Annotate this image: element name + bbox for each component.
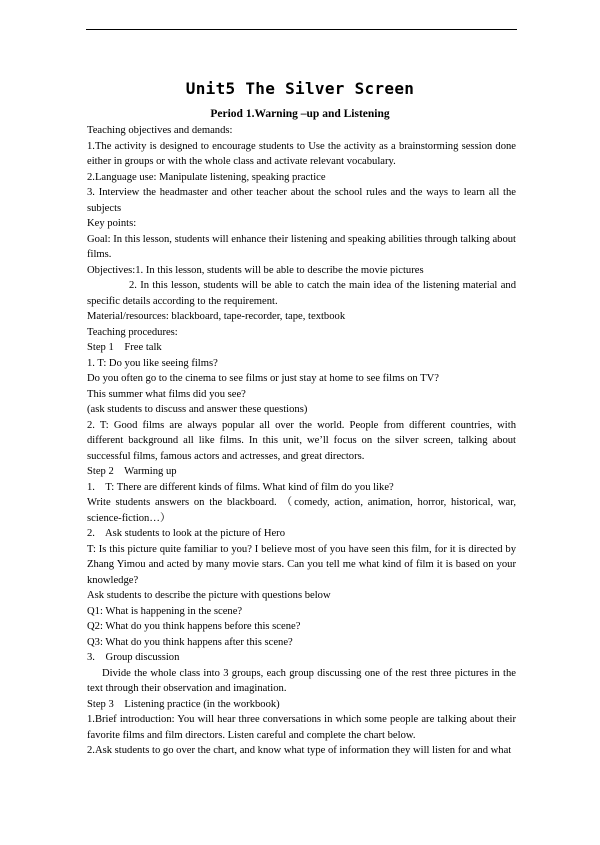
objective-1: 1.The activity is designed to encourage students to Use the activity as a brainstorming session done either in groups or with the whole class and activate relevant vocabulary. <box>87 140 516 167</box>
step-1-item-1: 1. T: Do you like seeing films? <box>87 357 218 369</box>
step-2-hero-question: T: Is this picture quite familiar to you? I believe most of you have seen this film, for it is directed by Zhang Yimou and acted by many movie stars. Can you tell me what kind of film it is based on your knowledge? <box>87 543 516 586</box>
step-2-item-3: 3. Group discussion <box>87 652 180 663</box>
step-1-heading: Step 1 Free talk <box>87 342 162 353</box>
key-points-heading: Key points: <box>87 218 137 229</box>
document-body <box>87 123 516 759</box>
question-q2: Q2: What do you think happens before this scene? <box>87 621 301 632</box>
step-3-heading: Step 3 Listening practice (in the workbook) <box>87 698 280 710</box>
objective-3: 3. Interview the headmaster and other teacher about the school rules and the ways to learn all the subjects <box>87 187 516 214</box>
objective-2: 2.Language use: Manipulate listening, speaking practice <box>87 171 326 183</box>
objectives-line-1: Objectives:1. In this lesson, students will be able to describe the movie pictures <box>87 264 424 276</box>
step-3-item-2: 2.Ask students to go over the chart, and know what type of information they will listen for and what <box>87 745 512 756</box>
step-1-instruction: (ask students to discuss and answer these questions) <box>87 404 308 415</box>
step-1-question-2: This summer what films did you see? <box>87 388 246 400</box>
step-1-item-2: 2. T: Good films are always popular all over the world. People from different countries, with different background all like films. In this unit, we’ll focus on the silver screen, talking about successful films, famous actors and actresses, and great directors. <box>87 419 516 462</box>
step-2-item-2: 2. Ask students to look at the picture of Hero <box>87 528 286 539</box>
objectives-line-2-text: 2. In this lesson, students will be able to catch the main idea of the listening material and specific details according to the requirement. <box>87 280 516 307</box>
step-2-heading: Step 2 Warming up <box>87 466 177 477</box>
step-1-question-1: Do you often go to the cinema to see films or just stay at home to see films on TV? <box>87 373 439 384</box>
objectives-heading: Teaching objectives and demands: <box>87 125 233 136</box>
group-discussion-text-content: Divide the whole class into 3 groups, each group discussing one of the rest three pictures in the text through their observation and imagination. <box>87 667 516 694</box>
period-heading: Period 1.Warning –up and Listening <box>210 108 390 120</box>
objectives-line-2 <box>87 278 516 309</box>
materials-line: Material/resources: blackboard, tape-recorder, tape, textbook <box>87 311 346 322</box>
step-2-item-1: 1. T: There are different kinds of films. What kind of film do you like? <box>87 481 394 493</box>
question-q3: Q3: What do you think happens after this scene? <box>87 636 293 648</box>
step-3-item-1: 1.Brief introduction: You will hear three conversations in which some people are talking about their favorite films and film directors. Listen careful and complete the chart below. <box>87 714 516 741</box>
question-q1: Q1: What is happening in the scene? <box>87 605 243 617</box>
document-title: Unit5 The Silver Screen <box>185 79 415 98</box>
goal-text: Goal: In this lesson, students will enhance their listening and speaking abilities through talking about films. <box>87 233 516 260</box>
step-2-write-answers: Write students answers on the blackboard. （comedy, action, animation, horror, historical, war, science-fiction…） <box>87 497 516 524</box>
header-rule <box>86 29 517 30</box>
group-discussion-text <box>87 666 516 697</box>
procedures-heading: Teaching procedures: <box>87 326 178 338</box>
step-2-describe-instruction: Ask students to describe the picture with questions below <box>87 590 331 601</box>
